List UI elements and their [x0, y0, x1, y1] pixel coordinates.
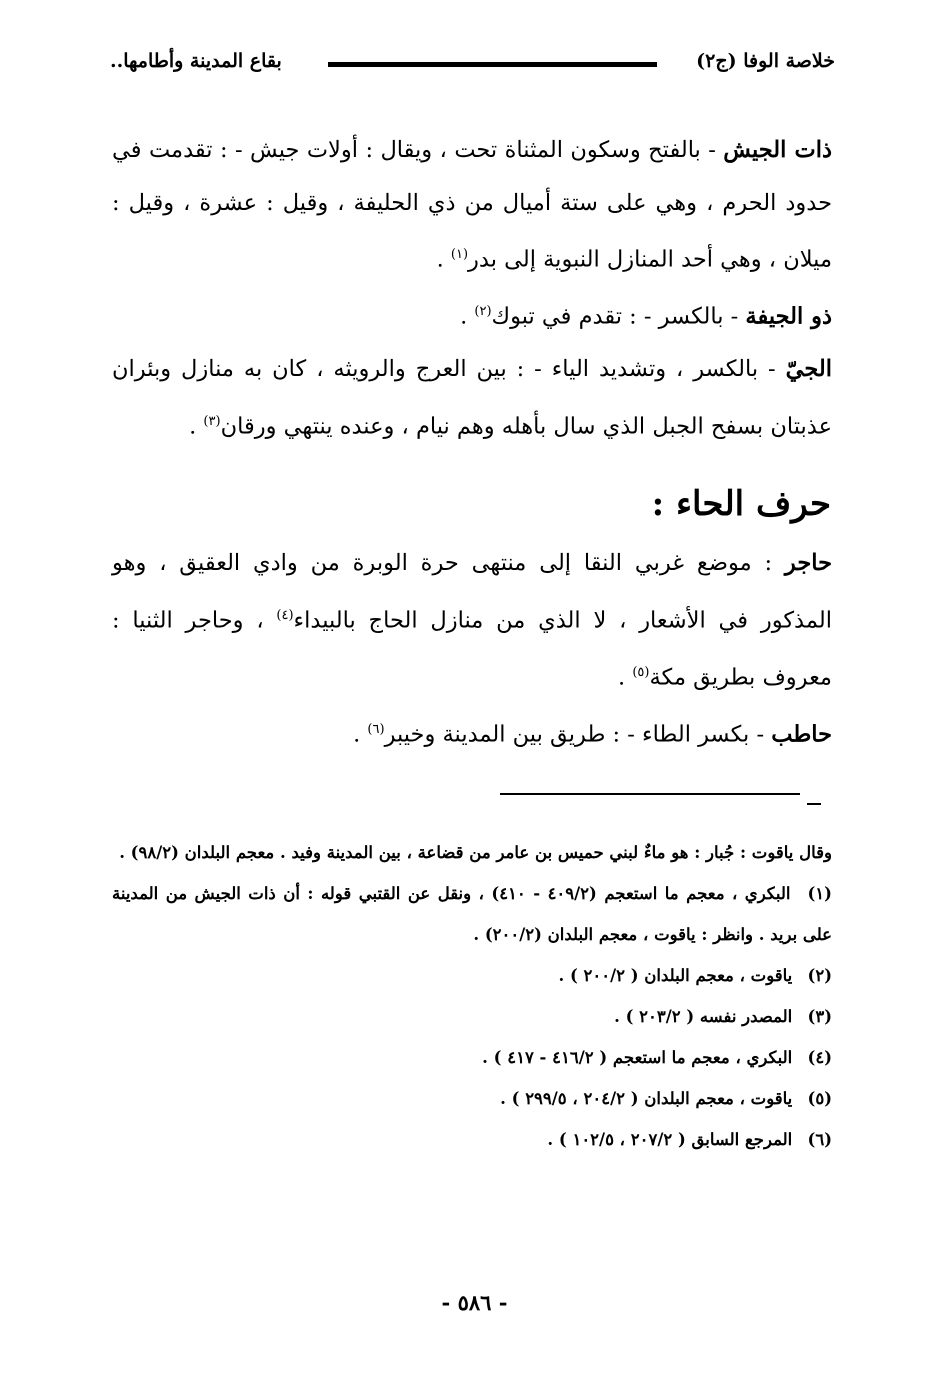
entry-end: . — [189, 413, 204, 439]
footnote-separator — [500, 793, 800, 795]
header-rule — [328, 62, 657, 67]
footnote-text: البكري ، معجم ما استعجم ( ٤١٦/٢ - ٤١٧ ) . — [482, 1048, 793, 1067]
footnote-2 — [112, 955, 832, 996]
footnote-5 — [112, 1078, 832, 1119]
footnote-text: ياقوت ، معجم البلدان ( ٢٠٠/٢ ) . — [558, 966, 793, 985]
footnotes — [112, 832, 832, 1160]
entry-hatib — [112, 704, 832, 761]
footnote-number: (٥) — [807, 1089, 832, 1108]
entry-term: حاجر — [784, 550, 832, 576]
header-book-title: خلاصة الوفا (ج٢) — [696, 50, 835, 72]
footnote-number: (٣) — [807, 1007, 832, 1026]
footnote-ref[interactable]: (٦) — [367, 721, 385, 737]
footnote-number: (١) — [807, 884, 832, 903]
entry-text-2: ، وحاجر الثنيا : معروف بطريق مكة — [112, 607, 832, 690]
footnote-ref[interactable]: (٤) — [276, 607, 294, 623]
footnote-text: وقال ياقوت : جُبار : هو ماءٌ لبني حميس بن عامر من قضاعة ، بين المدينة وفيد . معجم البلدان (٩٨/٢) . — [119, 843, 832, 862]
entry-end: . — [460, 303, 475, 330]
footnote-text: المرجع السابق ( ٢٠٧/٢ ، ١٠٢/٥ ) . — [547, 1130, 793, 1149]
footnote-number: (٦) — [807, 1130, 832, 1149]
footnote-number: (٤) — [807, 1048, 832, 1067]
section-heading: حرف الحاء : — [651, 484, 831, 524]
footnote-ref[interactable]: (١) — [450, 247, 469, 262]
footnote-continuation — [112, 832, 832, 873]
entry-term: الجيّ — [785, 356, 832, 382]
footnote-text: ياقوت ، معجم البلدان ( ٢٠٤/٢ ، ٢٩٩/٥ ) . — [500, 1089, 793, 1108]
footnote-ref[interactable]: (٣) — [203, 413, 221, 429]
entry-end: . — [353, 721, 368, 747]
entry-text: : موضع غربي النقا إلى منتهى حرة الوبرة من وادي العقيق ، وهو المذكور في الأشعار ، لا الذي من منازل الحاج بالبيداء — [112, 550, 832, 633]
footnote-separator-dash — [807, 803, 821, 805]
footnote-text: المصدر نفسه ( ٢٠٣/٢ ) . — [614, 1007, 793, 1026]
footnote-6 — [112, 1119, 832, 1160]
footnote-3 — [112, 996, 832, 1037]
entry-end: . — [436, 246, 451, 273]
entries-block-1 — [112, 124, 832, 453]
header-chapter-title: بقاع المدينة وأطامها.. — [110, 50, 282, 72]
entry-al-jiyy — [112, 343, 832, 453]
footnote-number: (٢) — [807, 966, 832, 985]
entry-text: - بالكسر ، وتشديد الياء - : بين العرج والرويثه ، كان به منازل وبئران عذبتان بسفح الجبل الذي سال بأهله وهم نيام ، وعنده ينتهي ورقان — [112, 356, 832, 439]
footnote-ref[interactable]: (٢) — [474, 304, 492, 319]
entry-text: - بالكسر - : تقدم في تبوك — [491, 303, 746, 330]
entry-dhu-al-jifa — [112, 286, 832, 343]
running-header — [110, 46, 835, 80]
entry-hajir — [112, 537, 832, 704]
entry-text: - بكسر الطاء - : طريق بين المدينة وخيبر — [384, 721, 772, 747]
entry-term: ذات الجيش — [723, 137, 832, 163]
footnote-ref[interactable]: (٥) — [632, 664, 650, 680]
entry-text: - بالفتح وسكون المثناة تحت ، ويقال : أولات جيش - : تقدمت في حدود الحرم ، وهي على ستة أميال من ذي الحليفة ، وقيل : عشرة ، وقيل : ميلان ، وهي أحد المنازل النبوية إلى بدر — [112, 137, 832, 273]
entry-term: حاطب — [771, 721, 832, 747]
footnote-4 — [112, 1037, 832, 1078]
entry-term: ذو الجيفة — [745, 303, 832, 330]
entries-block-2 — [112, 537, 832, 761]
footnote-text: البكري ، معجم ما استعجم (٤٠٩/٢ - ٤١٠) ، ونقل عن القتبي قوله : أن ذات الجيش من المدينة على بريد . وانظر : ياقوت ، معجم البلدان (٢٠٠/٢) . — [112, 884, 832, 944]
page-number: - ٥٨٦ - — [441, 1290, 508, 1315]
entry-end: . — [618, 664, 633, 690]
footnote-1 — [112, 873, 832, 955]
entry-dhat-al-jaysh — [112, 124, 832, 286]
